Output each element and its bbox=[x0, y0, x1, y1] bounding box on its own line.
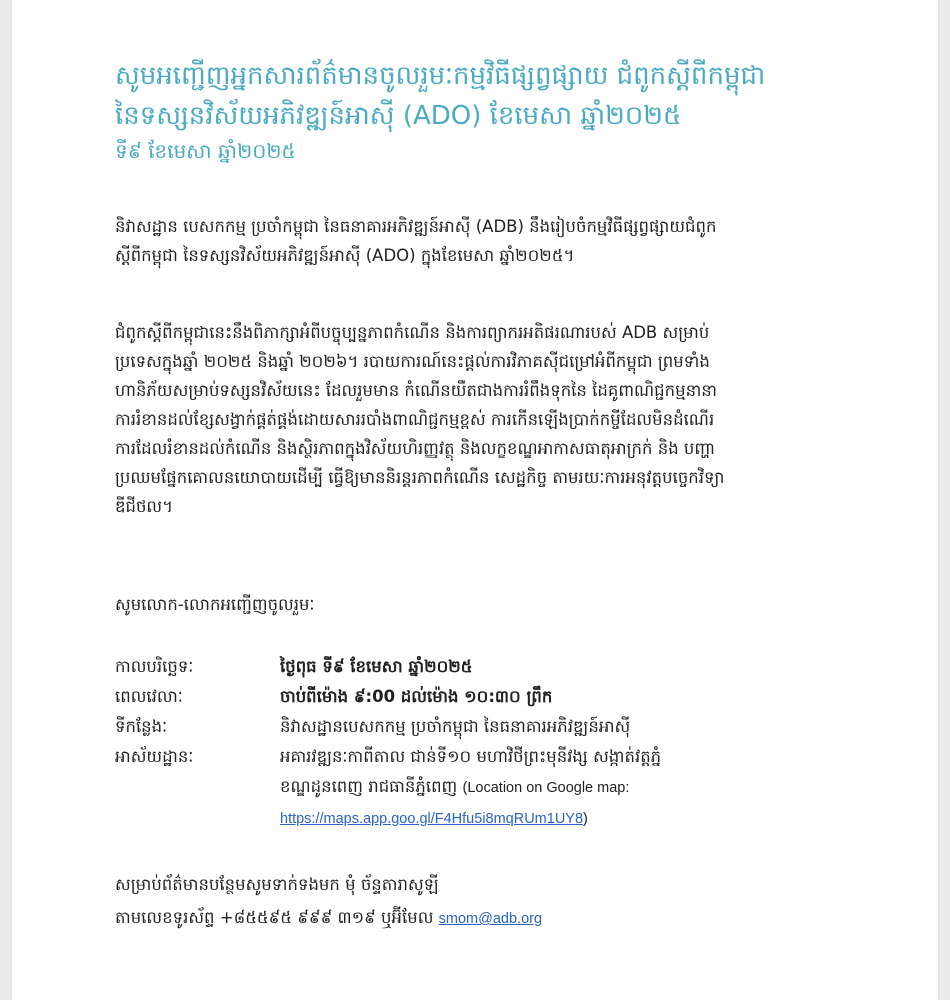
contact-info bbox=[115, 868, 542, 936]
email-link[interactable]: smom@adb.org bbox=[438, 911, 543, 927]
venue-value: និវាសដ្ឋានបេសកកម្ម ប្រចាំកម្ពុជា នៃធនាគារអភិវឌ្ឍន៍អាស៊ី bbox=[280, 717, 631, 736]
body-line: ឌីជីថល។ bbox=[115, 497, 174, 516]
document-date: ទី៩ ខែមេសា ឆ្នាំ២០២៥ bbox=[115, 139, 296, 163]
body-line: ការដែលរំខានដល់កំណើន និងស្ថិរភាពក្នុងវិស័យហិរញ្ញវត្ថុ និងលក្ខខណ្ឌអាកាសធាតុអាក្រក់ និង បញ្ហា bbox=[115, 439, 716, 458]
address-continuation bbox=[115, 772, 661, 803]
contact-line-2 bbox=[115, 901, 542, 936]
body-line: ការរំខានដល់ខ្សែសង្វាក់ផ្គត់ផ្គង់ដោយសាររបាំងពាណិជ្ជកម្មខ្ពស់ ការកើនឡើងប្រាក់កម្ចីដែលមិនដំណើរ bbox=[115, 410, 715, 429]
body-line: ហានិភ័យសម្រាប់ទស្សនវិស័យនេះ ដែលរួមមាន កំណើនយឺតជាងការរំពឹងទុកនៃ ដៃគូពាណិជ្ជកម្មនានា bbox=[115, 381, 718, 400]
map-suffix: ) bbox=[583, 811, 588, 827]
title-line-2: នៃទស្សនវិស័យអភិវឌ្ឍន៍អាស៊ី (ADO) ខែមេសា ឆ្នាំ២០២៥ bbox=[115, 101, 682, 131]
body-line: ប្រឈមផ្នែកគោលនយោបាយដើម្បី ធ្វើឱ្យមាននិរន្តរភាពកំណើន សេដ្ឋកិច្ច តាមរយៈការអនុវត្តបច្ចេកវិទ្យា bbox=[115, 468, 725, 487]
date-label: កាលបរិច្ឆេទៈ bbox=[115, 657, 194, 676]
body-line: ប្រទេសក្នុងឆ្នាំ ២០២៥ និងឆ្នាំ ២០២៦។ របាយការណ៍នេះផ្តល់ការវិភាគស៊ីជម្រៅអំពីកម្ពុជា ព្រមទាំង bbox=[115, 352, 710, 371]
intro-line: ស្តីពីកម្ពុជា នៃទស្សនវិស័យអភិវឌ្ឍន៍អាស៊ី (ADO) ក្នុងខែមេសា ឆ្នាំ២០២៥។ bbox=[115, 246, 575, 265]
address-line-2: ខណ្ឌដូនពេញ រាជធានីភ្នំពេញ bbox=[280, 777, 458, 796]
body-line: ជំពូកស្តីពីកម្ពុជានេះនឹងពិភាក្សាអំពីបច្ចុប្បន្នភាពកំណើន និងការព្យាករអតិផរណារបស់ ADB សម្រាប់ bbox=[115, 323, 710, 342]
contact-line-1: សម្រាប់ព័ត៌មានបន្ថែមសូមទាក់ទងមក មុំ ច័ន្ទតារាសូឡី bbox=[115, 875, 439, 894]
document-header bbox=[115, 56, 765, 166]
map-link-line bbox=[115, 803, 661, 834]
time-label: ពេលវេលាៈ bbox=[115, 687, 183, 706]
intro-line: និវាសដ្ឋាន បេសកកម្ម ប្រចាំកម្ពុជា នៃធនាគារអភិវឌ្ឍន៍អាស៊ី (ADB) នឹងរៀបចំកម្មវិធីផ្សព្វផ្សាយជំពូក bbox=[115, 217, 717, 236]
google-map-link[interactable]: https://maps.app.goo.gl/F4Hfu5i8mqRUm1UY8 bbox=[280, 811, 584, 827]
intro-paragraph bbox=[115, 212, 835, 270]
venue-row bbox=[115, 712, 661, 742]
invite-text: សូមលោក-លោកអញ្ជើញចូលរួមៈ bbox=[115, 595, 315, 614]
body-paragraph bbox=[115, 318, 835, 521]
time-row bbox=[115, 682, 661, 712]
time-value: ចាប់ពីម៉ោង ៩:00 ដល់ម៉ោង ១០:៣០ ព្រឹក bbox=[280, 687, 553, 706]
address-line-1: អគារវឌ្ឍនៈកាពីតាល ជាន់ទី១០ មហាវិថីព្រះមុនីវង្ស សង្កាត់វត្តភ្នំ bbox=[280, 747, 662, 766]
date-row bbox=[115, 652, 661, 682]
event-details bbox=[115, 652, 661, 834]
title-line-1: សូមអញ្ជើញអ្នកសារព័ត៌មានចូលរួមៈកម្មវិធីផ្សព្វផ្សាយ ជំពូកស្តីពីកម្ពុជា bbox=[115, 61, 766, 91]
map-prefix: (Location on Google map: bbox=[462, 780, 630, 796]
date-value: ថ្ងៃពុធ ទី៩ ខែមេសា ឆ្នាំ២០២៥ bbox=[280, 657, 473, 676]
contact-phone-text: តាមលេខទូរស័ព្ទ +៨៥៥៩៥ ៩៩៩ ៣១៩ ឬអ៊ីមែល bbox=[115, 908, 434, 927]
document-page bbox=[12, 0, 938, 1000]
address-row bbox=[115, 742, 661, 772]
venue-label: ទីកន្លែងៈ bbox=[115, 717, 168, 736]
address-label: អាស័យដ្ឋានៈ bbox=[115, 747, 194, 766]
